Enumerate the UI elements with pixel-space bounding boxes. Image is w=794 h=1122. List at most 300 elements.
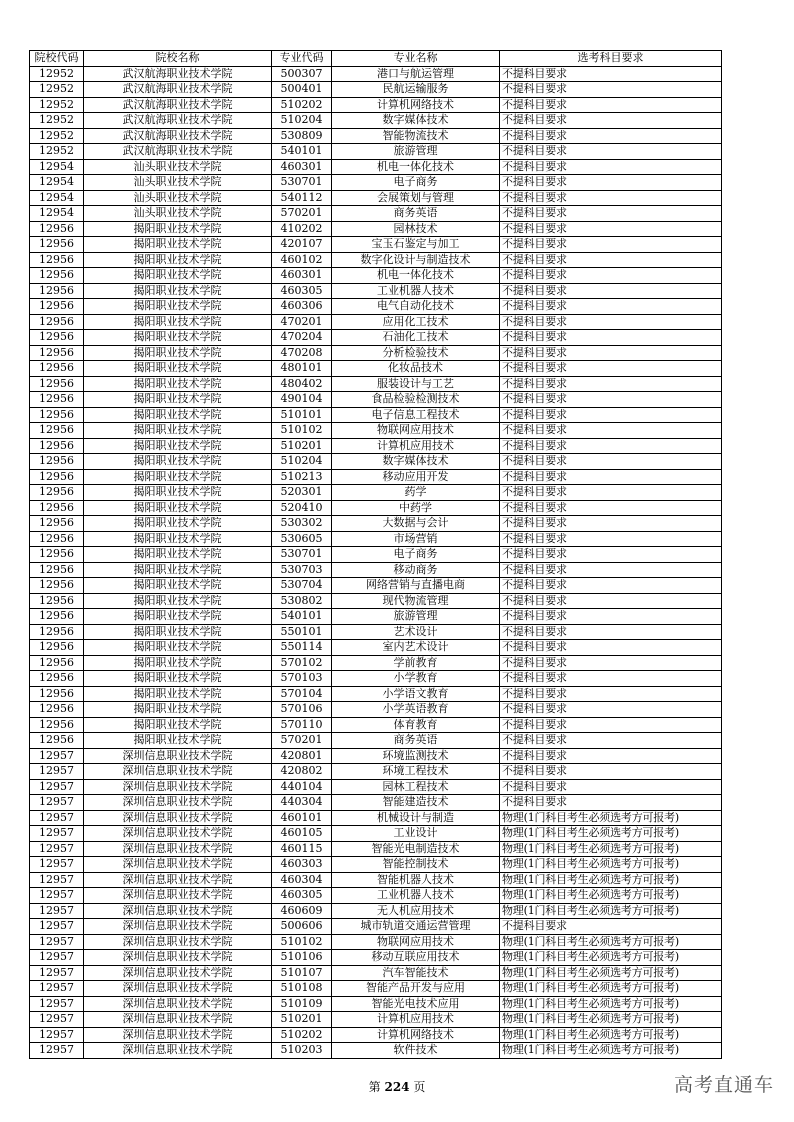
cell-school-name: 揭阳职业技术学院 — [84, 221, 272, 237]
cell-school-code: 12957 — [30, 795, 84, 811]
cell-major-code: 510108 — [272, 981, 332, 997]
cell-school-name: 深圳信息职业技术学院 — [84, 795, 272, 811]
cell-school-code: 12956 — [30, 717, 84, 733]
table-row — [30, 314, 722, 330]
table-row — [30, 376, 722, 392]
cell-major-name: 电子信息工程技术 — [332, 407, 500, 423]
table-row — [30, 996, 722, 1012]
cell-major-code: 410202 — [272, 221, 332, 237]
cell-school-name: 揭阳职业技术学院 — [84, 500, 272, 516]
cell-major-code: 510101 — [272, 407, 332, 423]
cell-subject-requirement: 物理(1门科目考生必须选考方可报考) — [500, 1027, 722, 1043]
cell-school-name: 揭阳职业技术学院 — [84, 686, 272, 702]
cell-school-code: 12956 — [30, 702, 84, 718]
cell-school-code: 12957 — [30, 1043, 84, 1059]
cell-school-code: 12956 — [30, 655, 84, 671]
cell-school-code: 12954 — [30, 206, 84, 222]
table-row — [30, 888, 722, 904]
cell-school-code: 12956 — [30, 485, 84, 501]
cell-school-code: 12957 — [30, 779, 84, 795]
cell-school-code: 12952 — [30, 82, 84, 98]
cell-major-code: 570201 — [272, 733, 332, 749]
cell-school-code: 12956 — [30, 407, 84, 423]
cell-subject-requirement: 不提科目要求 — [500, 485, 722, 501]
cell-major-name: 智能光电技术应用 — [332, 996, 500, 1012]
cell-major-code: 420801 — [272, 748, 332, 764]
cell-major-name: 室内艺术设计 — [332, 640, 500, 656]
cell-school-name: 深圳信息职业技术学院 — [84, 934, 272, 950]
cell-major-code: 510102 — [272, 423, 332, 439]
cell-subject-requirement: 不提科目要求 — [500, 516, 722, 532]
cell-major-name: 市场营销 — [332, 531, 500, 547]
cell-school-name: 揭阳职业技术学院 — [84, 640, 272, 656]
table-row — [30, 128, 722, 144]
cell-major-name: 会展策划与管理 — [332, 190, 500, 206]
cell-subject-requirement: 不提科目要求 — [500, 175, 722, 191]
cell-school-code: 12956 — [30, 516, 84, 532]
cell-subject-requirement: 物理(1门科目考生必须选考方可报考) — [500, 934, 722, 950]
table-row — [30, 950, 722, 966]
table-row — [30, 919, 722, 935]
cell-major-name: 石油化工技术 — [332, 330, 500, 346]
table-row — [30, 206, 722, 222]
cell-major-code: 530302 — [272, 516, 332, 532]
cell-major-name: 学前教育 — [332, 655, 500, 671]
cell-school-name: 揭阳职业技术学院 — [84, 361, 272, 377]
cell-subject-requirement: 不提科目要求 — [500, 423, 722, 439]
cell-subject-requirement: 物理(1门科目考生必须选考方可报考) — [500, 888, 722, 904]
cell-school-name: 揭阳职业技术学院 — [84, 578, 272, 594]
cell-major-name: 智能机器人技术 — [332, 872, 500, 888]
cell-major-code: 500307 — [272, 66, 332, 82]
cell-subject-requirement: 不提科目要求 — [500, 113, 722, 129]
cell-major-code: 500401 — [272, 82, 332, 98]
cell-major-code: 530704 — [272, 578, 332, 594]
cell-school-code: 12956 — [30, 469, 84, 485]
cell-major-code: 530701 — [272, 175, 332, 191]
cell-school-name: 汕头职业技术学院 — [84, 175, 272, 191]
cell-school-name: 揭阳职业技术学院 — [84, 717, 272, 733]
cell-subject-requirement: 不提科目要求 — [500, 624, 722, 640]
cell-major-name: 智能建造技术 — [332, 795, 500, 811]
cell-school-name: 揭阳职业技术学院 — [84, 252, 272, 268]
header-major-name: 专业名称 — [332, 51, 500, 67]
cell-school-name: 揭阳职业技术学院 — [84, 593, 272, 609]
cell-school-name: 揭阳职业技术学院 — [84, 392, 272, 408]
cell-subject-requirement: 不提科目要求 — [500, 268, 722, 284]
cell-subject-requirement: 不提科目要求 — [500, 252, 722, 268]
cell-school-code: 12956 — [30, 376, 84, 392]
cell-school-code: 12952 — [30, 113, 84, 129]
cell-school-name: 揭阳职业技术学院 — [84, 733, 272, 749]
cell-major-code: 510107 — [272, 965, 332, 981]
table-row — [30, 423, 722, 439]
cell-school-code: 12956 — [30, 593, 84, 609]
cell-school-code: 12954 — [30, 190, 84, 206]
cell-major-name: 分析检验技术 — [332, 345, 500, 361]
cell-school-name: 揭阳职业技术学院 — [84, 624, 272, 640]
cell-major-code: 460101 — [272, 810, 332, 826]
cell-subject-requirement: 不提科目要求 — [500, 562, 722, 578]
cell-school-code: 12957 — [30, 903, 84, 919]
cell-major-name: 化妆品技术 — [332, 361, 500, 377]
cell-major-code: 480402 — [272, 376, 332, 392]
cell-major-code: 570104 — [272, 686, 332, 702]
cell-subject-requirement: 不提科目要求 — [500, 438, 722, 454]
cell-major-code: 520301 — [272, 485, 332, 501]
cell-school-name: 揭阳职业技术学院 — [84, 345, 272, 361]
cell-major-name: 环境工程技术 — [332, 764, 500, 780]
cell-subject-requirement: 物理(1门科目考生必须选考方可报考) — [500, 826, 722, 842]
cell-major-name: 小学语文教育 — [332, 686, 500, 702]
table-row — [30, 190, 722, 206]
table-row — [30, 702, 722, 718]
cell-subject-requirement: 不提科目要求 — [500, 330, 722, 346]
cell-school-name: 深圳信息职业技术学院 — [84, 779, 272, 795]
cell-subject-requirement: 不提科目要求 — [500, 795, 722, 811]
cell-major-name: 小学英语教育 — [332, 702, 500, 718]
table-row — [30, 640, 722, 656]
cell-major-name: 服装设计与工艺 — [332, 376, 500, 392]
cell-subject-requirement: 不提科目要求 — [500, 671, 722, 687]
cell-subject-requirement: 物理(1门科目考生必须选考方可报考) — [500, 857, 722, 873]
table-row — [30, 609, 722, 625]
table-row — [30, 717, 722, 733]
cell-school-name: 揭阳职业技术学院 — [84, 516, 272, 532]
cell-major-name: 网络营销与直播电商 — [332, 578, 500, 594]
table-row — [30, 392, 722, 408]
cell-subject-requirement: 不提科目要求 — [500, 547, 722, 563]
cell-subject-requirement: 不提科目要求 — [500, 237, 722, 253]
cell-major-name: 现代物流管理 — [332, 593, 500, 609]
cell-major-name: 移动商务 — [332, 562, 500, 578]
cell-school-code: 12956 — [30, 252, 84, 268]
table-row — [30, 764, 722, 780]
cell-major-code: 510201 — [272, 438, 332, 454]
cell-major-name: 民航运输服务 — [332, 82, 500, 98]
cell-school-code: 12952 — [30, 66, 84, 82]
cell-major-name: 食品检验检测技术 — [332, 392, 500, 408]
cell-major-name: 宝玉石鉴定与加工 — [332, 237, 500, 253]
cell-school-name: 汕头职业技术学院 — [84, 206, 272, 222]
cell-major-code: 570102 — [272, 655, 332, 671]
cell-major-name: 园林技术 — [332, 221, 500, 237]
table-row — [30, 1012, 722, 1028]
table-row — [30, 872, 722, 888]
cell-subject-requirement: 不提科目要求 — [500, 221, 722, 237]
cell-major-code: 460609 — [272, 903, 332, 919]
cell-school-code: 12957 — [30, 1012, 84, 1028]
cell-school-name: 揭阳职业技术学院 — [84, 702, 272, 718]
cell-school-code: 12957 — [30, 764, 84, 780]
cell-subject-requirement: 不提科目要求 — [500, 733, 722, 749]
cell-school-code: 12956 — [30, 640, 84, 656]
cell-school-code: 12956 — [30, 283, 84, 299]
cell-subject-requirement: 不提科目要求 — [500, 717, 722, 733]
cell-major-code: 510201 — [272, 1012, 332, 1028]
cell-school-name: 汕头职业技术学院 — [84, 190, 272, 206]
cell-school-name: 揭阳职业技术学院 — [84, 547, 272, 563]
table-row — [30, 934, 722, 950]
cell-subject-requirement: 不提科目要求 — [500, 159, 722, 175]
cell-major-name: 智能控制技术 — [332, 857, 500, 873]
cell-major-code: 520410 — [272, 500, 332, 516]
cell-school-code: 12956 — [30, 268, 84, 284]
cell-school-code: 12956 — [30, 221, 84, 237]
cell-major-code: 440104 — [272, 779, 332, 795]
cell-major-name: 旅游管理 — [332, 609, 500, 625]
cell-school-name: 深圳信息职业技术学院 — [84, 810, 272, 826]
cell-subject-requirement: 物理(1门科目考生必须选考方可报考) — [500, 810, 722, 826]
cell-school-name: 揭阳职业技术学院 — [84, 671, 272, 687]
table-row — [30, 826, 722, 842]
cell-subject-requirement: 不提科目要求 — [500, 469, 722, 485]
cell-major-name: 环境监测技术 — [332, 748, 500, 764]
page-number: 224 — [384, 1080, 410, 1094]
cell-school-code: 12956 — [30, 423, 84, 439]
cell-subject-requirement: 不提科目要求 — [500, 640, 722, 656]
cell-subject-requirement: 物理(1门科目考生必须选考方可报考) — [500, 1012, 722, 1028]
cell-major-name: 应用化工技术 — [332, 314, 500, 330]
cell-major-code: 460306 — [272, 299, 332, 315]
cell-major-code: 540101 — [272, 609, 332, 625]
table-row — [30, 82, 722, 98]
cell-major-code: 540101 — [272, 144, 332, 160]
table-row — [30, 965, 722, 981]
cell-school-name: 揭阳职业技术学院 — [84, 438, 272, 454]
cell-subject-requirement: 物理(1门科目考生必须选考方可报考) — [500, 965, 722, 981]
table-row — [30, 1027, 722, 1043]
cell-subject-requirement: 不提科目要求 — [500, 578, 722, 594]
cell-school-code: 12956 — [30, 500, 84, 516]
table-row — [30, 283, 722, 299]
cell-school-code: 12956 — [30, 547, 84, 563]
cell-subject-requirement: 不提科目要求 — [500, 128, 722, 144]
cell-major-code: 500606 — [272, 919, 332, 935]
table-row — [30, 547, 722, 563]
cell-school-name: 揭阳职业技术学院 — [84, 376, 272, 392]
cell-major-name: 计算机应用技术 — [332, 1012, 500, 1028]
cell-major-name: 物联网应用技术 — [332, 423, 500, 439]
cell-major-name: 港口与航运管理 — [332, 66, 500, 82]
cell-major-name: 电气自动化技术 — [332, 299, 500, 315]
table-row — [30, 485, 722, 501]
cell-major-name: 无人机应用技术 — [332, 903, 500, 919]
page-prefix: 第 — [368, 1080, 381, 1094]
cell-subject-requirement: 不提科目要求 — [500, 686, 722, 702]
cell-school-name: 揭阳职业技术学院 — [84, 562, 272, 578]
cell-school-code: 12957 — [30, 872, 84, 888]
table-row — [30, 903, 722, 919]
cell-school-code: 12957 — [30, 810, 84, 826]
table-row — [30, 516, 722, 532]
header-major-code: 专业代码 — [272, 51, 332, 67]
cell-subject-requirement: 不提科目要求 — [500, 190, 722, 206]
table-row — [30, 159, 722, 175]
cell-major-name: 小学教育 — [332, 671, 500, 687]
cell-school-name: 揭阳职业技术学院 — [84, 423, 272, 439]
cell-school-name: 深圳信息职业技术学院 — [84, 857, 272, 873]
cell-school-code: 12952 — [30, 128, 84, 144]
cell-major-name: 智能物流技术 — [332, 128, 500, 144]
cell-subject-requirement: 不提科目要求 — [500, 779, 722, 795]
cell-school-name: 深圳信息职业技术学院 — [84, 1027, 272, 1043]
cell-major-code: 550114 — [272, 640, 332, 656]
cell-school-name: 武汉航海职业技术学院 — [84, 66, 272, 82]
cell-major-name: 移动应用开发 — [332, 469, 500, 485]
cell-school-code: 12956 — [30, 624, 84, 640]
cell-school-name: 武汉航海职业技术学院 — [84, 97, 272, 113]
cell-subject-requirement: 不提科目要求 — [500, 206, 722, 222]
cell-major-code: 460305 — [272, 283, 332, 299]
cell-school-code: 12957 — [30, 919, 84, 935]
cell-major-name: 数字媒体技术 — [332, 113, 500, 129]
cell-school-code: 12954 — [30, 175, 84, 191]
cell-major-code: 570103 — [272, 671, 332, 687]
cell-school-code: 12956 — [30, 314, 84, 330]
cell-major-code: 460115 — [272, 841, 332, 857]
table-row — [30, 531, 722, 547]
cell-school-name: 揭阳职业技术学院 — [84, 655, 272, 671]
cell-major-code: 570110 — [272, 717, 332, 733]
cell-school-name: 深圳信息职业技术学院 — [84, 965, 272, 981]
cell-major-code: 440304 — [272, 795, 332, 811]
cell-major-code: 460301 — [272, 268, 332, 284]
cell-subject-requirement: 物理(1门科目考生必须选考方可报考) — [500, 996, 722, 1012]
cell-subject-requirement: 物理(1门科目考生必须选考方可报考) — [500, 872, 722, 888]
cell-major-code: 510203 — [272, 1043, 332, 1059]
cell-school-name: 揭阳职业技术学院 — [84, 469, 272, 485]
cell-school-code: 12957 — [30, 826, 84, 842]
cell-school-code: 12956 — [30, 562, 84, 578]
table-row — [30, 469, 722, 485]
cell-school-code: 12956 — [30, 733, 84, 749]
cell-subject-requirement: 不提科目要求 — [500, 764, 722, 780]
cell-subject-requirement: 不提科目要求 — [500, 407, 722, 423]
cell-major-code: 490104 — [272, 392, 332, 408]
cell-major-code: 480101 — [272, 361, 332, 377]
cell-major-name: 体育教育 — [332, 717, 500, 733]
cell-major-code: 460105 — [272, 826, 332, 842]
cell-major-code: 530703 — [272, 562, 332, 578]
cell-school-name: 武汉航海职业技术学院 — [84, 113, 272, 129]
cell-school-code: 12957 — [30, 981, 84, 997]
table-row — [30, 655, 722, 671]
cell-school-code: 12956 — [30, 345, 84, 361]
cell-major-name: 机电一体化技术 — [332, 268, 500, 284]
cell-subject-requirement: 不提科目要求 — [500, 392, 722, 408]
cell-major-code: 550101 — [272, 624, 332, 640]
cell-major-code: 460301 — [272, 159, 332, 175]
cell-major-name: 电子商务 — [332, 547, 500, 563]
table-row — [30, 981, 722, 997]
cell-subject-requirement: 物理(1门科目考生必须选考方可报考) — [500, 981, 722, 997]
cell-school-code: 12956 — [30, 330, 84, 346]
cell-subject-requirement: 物理(1门科目考生必须选考方可报考) — [500, 841, 722, 857]
cell-school-name: 深圳信息职业技术学院 — [84, 888, 272, 904]
cell-school-name: 揭阳职业技术学院 — [84, 330, 272, 346]
cell-school-name: 揭阳职业技术学院 — [84, 237, 272, 253]
table-row — [30, 237, 722, 253]
cell-subject-requirement: 不提科目要求 — [500, 82, 722, 98]
cell-major-code: 510202 — [272, 1027, 332, 1043]
cell-major-code: 570106 — [272, 702, 332, 718]
table-row — [30, 562, 722, 578]
cell-school-name: 揭阳职业技术学院 — [84, 314, 272, 330]
cell-major-code: 540112 — [272, 190, 332, 206]
cell-subject-requirement: 不提科目要求 — [500, 66, 722, 82]
cell-school-name: 揭阳职业技术学院 — [84, 485, 272, 501]
cell-major-code: 510204 — [272, 113, 332, 129]
cell-school-code: 12956 — [30, 454, 84, 470]
cell-major-name: 汽车智能技术 — [332, 965, 500, 981]
cell-school-name: 揭阳职业技术学院 — [84, 531, 272, 547]
cell-major-code: 460102 — [272, 252, 332, 268]
cell-school-name: 深圳信息职业技术学院 — [84, 872, 272, 888]
cell-major-code: 510102 — [272, 934, 332, 950]
table-row — [30, 795, 722, 811]
cell-major-name: 商务英语 — [332, 206, 500, 222]
cell-school-name: 深圳信息职业技术学院 — [84, 950, 272, 966]
cell-subject-requirement: 不提科目要求 — [500, 345, 722, 361]
cell-school-code: 12957 — [30, 748, 84, 764]
cell-subject-requirement: 物理(1门科目考生必须选考方可报考) — [500, 1043, 722, 1059]
cell-major-code: 510202 — [272, 97, 332, 113]
cell-major-name: 工业机器人技术 — [332, 283, 500, 299]
table-row — [30, 268, 722, 284]
cell-school-code: 12956 — [30, 609, 84, 625]
cell-school-name: 武汉航海职业技术学院 — [84, 128, 272, 144]
cell-school-name: 深圳信息职业技术学院 — [84, 764, 272, 780]
cell-school-name: 深圳信息职业技术学院 — [84, 1012, 272, 1028]
table-row — [30, 221, 722, 237]
cell-major-code: 510204 — [272, 454, 332, 470]
cell-subject-requirement: 不提科目要求 — [500, 748, 722, 764]
cell-school-code: 12957 — [30, 857, 84, 873]
table-row — [30, 748, 722, 764]
cell-school-name: 揭阳职业技术学院 — [84, 268, 272, 284]
header-subject-requirement: 选考科目要求 — [500, 51, 722, 67]
cell-school-name: 揭阳职业技术学院 — [84, 283, 272, 299]
table-row — [30, 330, 722, 346]
cell-major-name: 计算机应用技术 — [332, 438, 500, 454]
cell-subject-requirement: 物理(1门科目考生必须选考方可报考) — [500, 903, 722, 919]
cell-major-name: 软件技术 — [332, 1043, 500, 1059]
cell-major-name: 药学 — [332, 485, 500, 501]
cell-school-name: 深圳信息职业技术学院 — [84, 841, 272, 857]
cell-major-name: 商务英语 — [332, 733, 500, 749]
cell-school-code: 12957 — [30, 841, 84, 857]
cell-school-code: 12956 — [30, 671, 84, 687]
cell-subject-requirement: 不提科目要求 — [500, 655, 722, 671]
table-row — [30, 624, 722, 640]
cell-school-code: 12957 — [30, 888, 84, 904]
table-row — [30, 407, 722, 423]
cell-subject-requirement: 物理(1门科目考生必须选考方可报考) — [500, 950, 722, 966]
cell-school-code: 12956 — [30, 237, 84, 253]
cell-major-name: 机电一体化技术 — [332, 159, 500, 175]
cell-subject-requirement: 不提科目要求 — [500, 702, 722, 718]
cell-school-name: 深圳信息职业技术学院 — [84, 748, 272, 764]
cell-major-name: 中药学 — [332, 500, 500, 516]
cell-major-code: 460305 — [272, 888, 332, 904]
cell-subject-requirement: 不提科目要求 — [500, 454, 722, 470]
table-row — [30, 454, 722, 470]
cell-school-code: 12956 — [30, 686, 84, 702]
cell-school-name: 深圳信息职业技术学院 — [84, 919, 272, 935]
table-row — [30, 345, 722, 361]
cell-school-name: 深圳信息职业技术学院 — [84, 981, 272, 997]
